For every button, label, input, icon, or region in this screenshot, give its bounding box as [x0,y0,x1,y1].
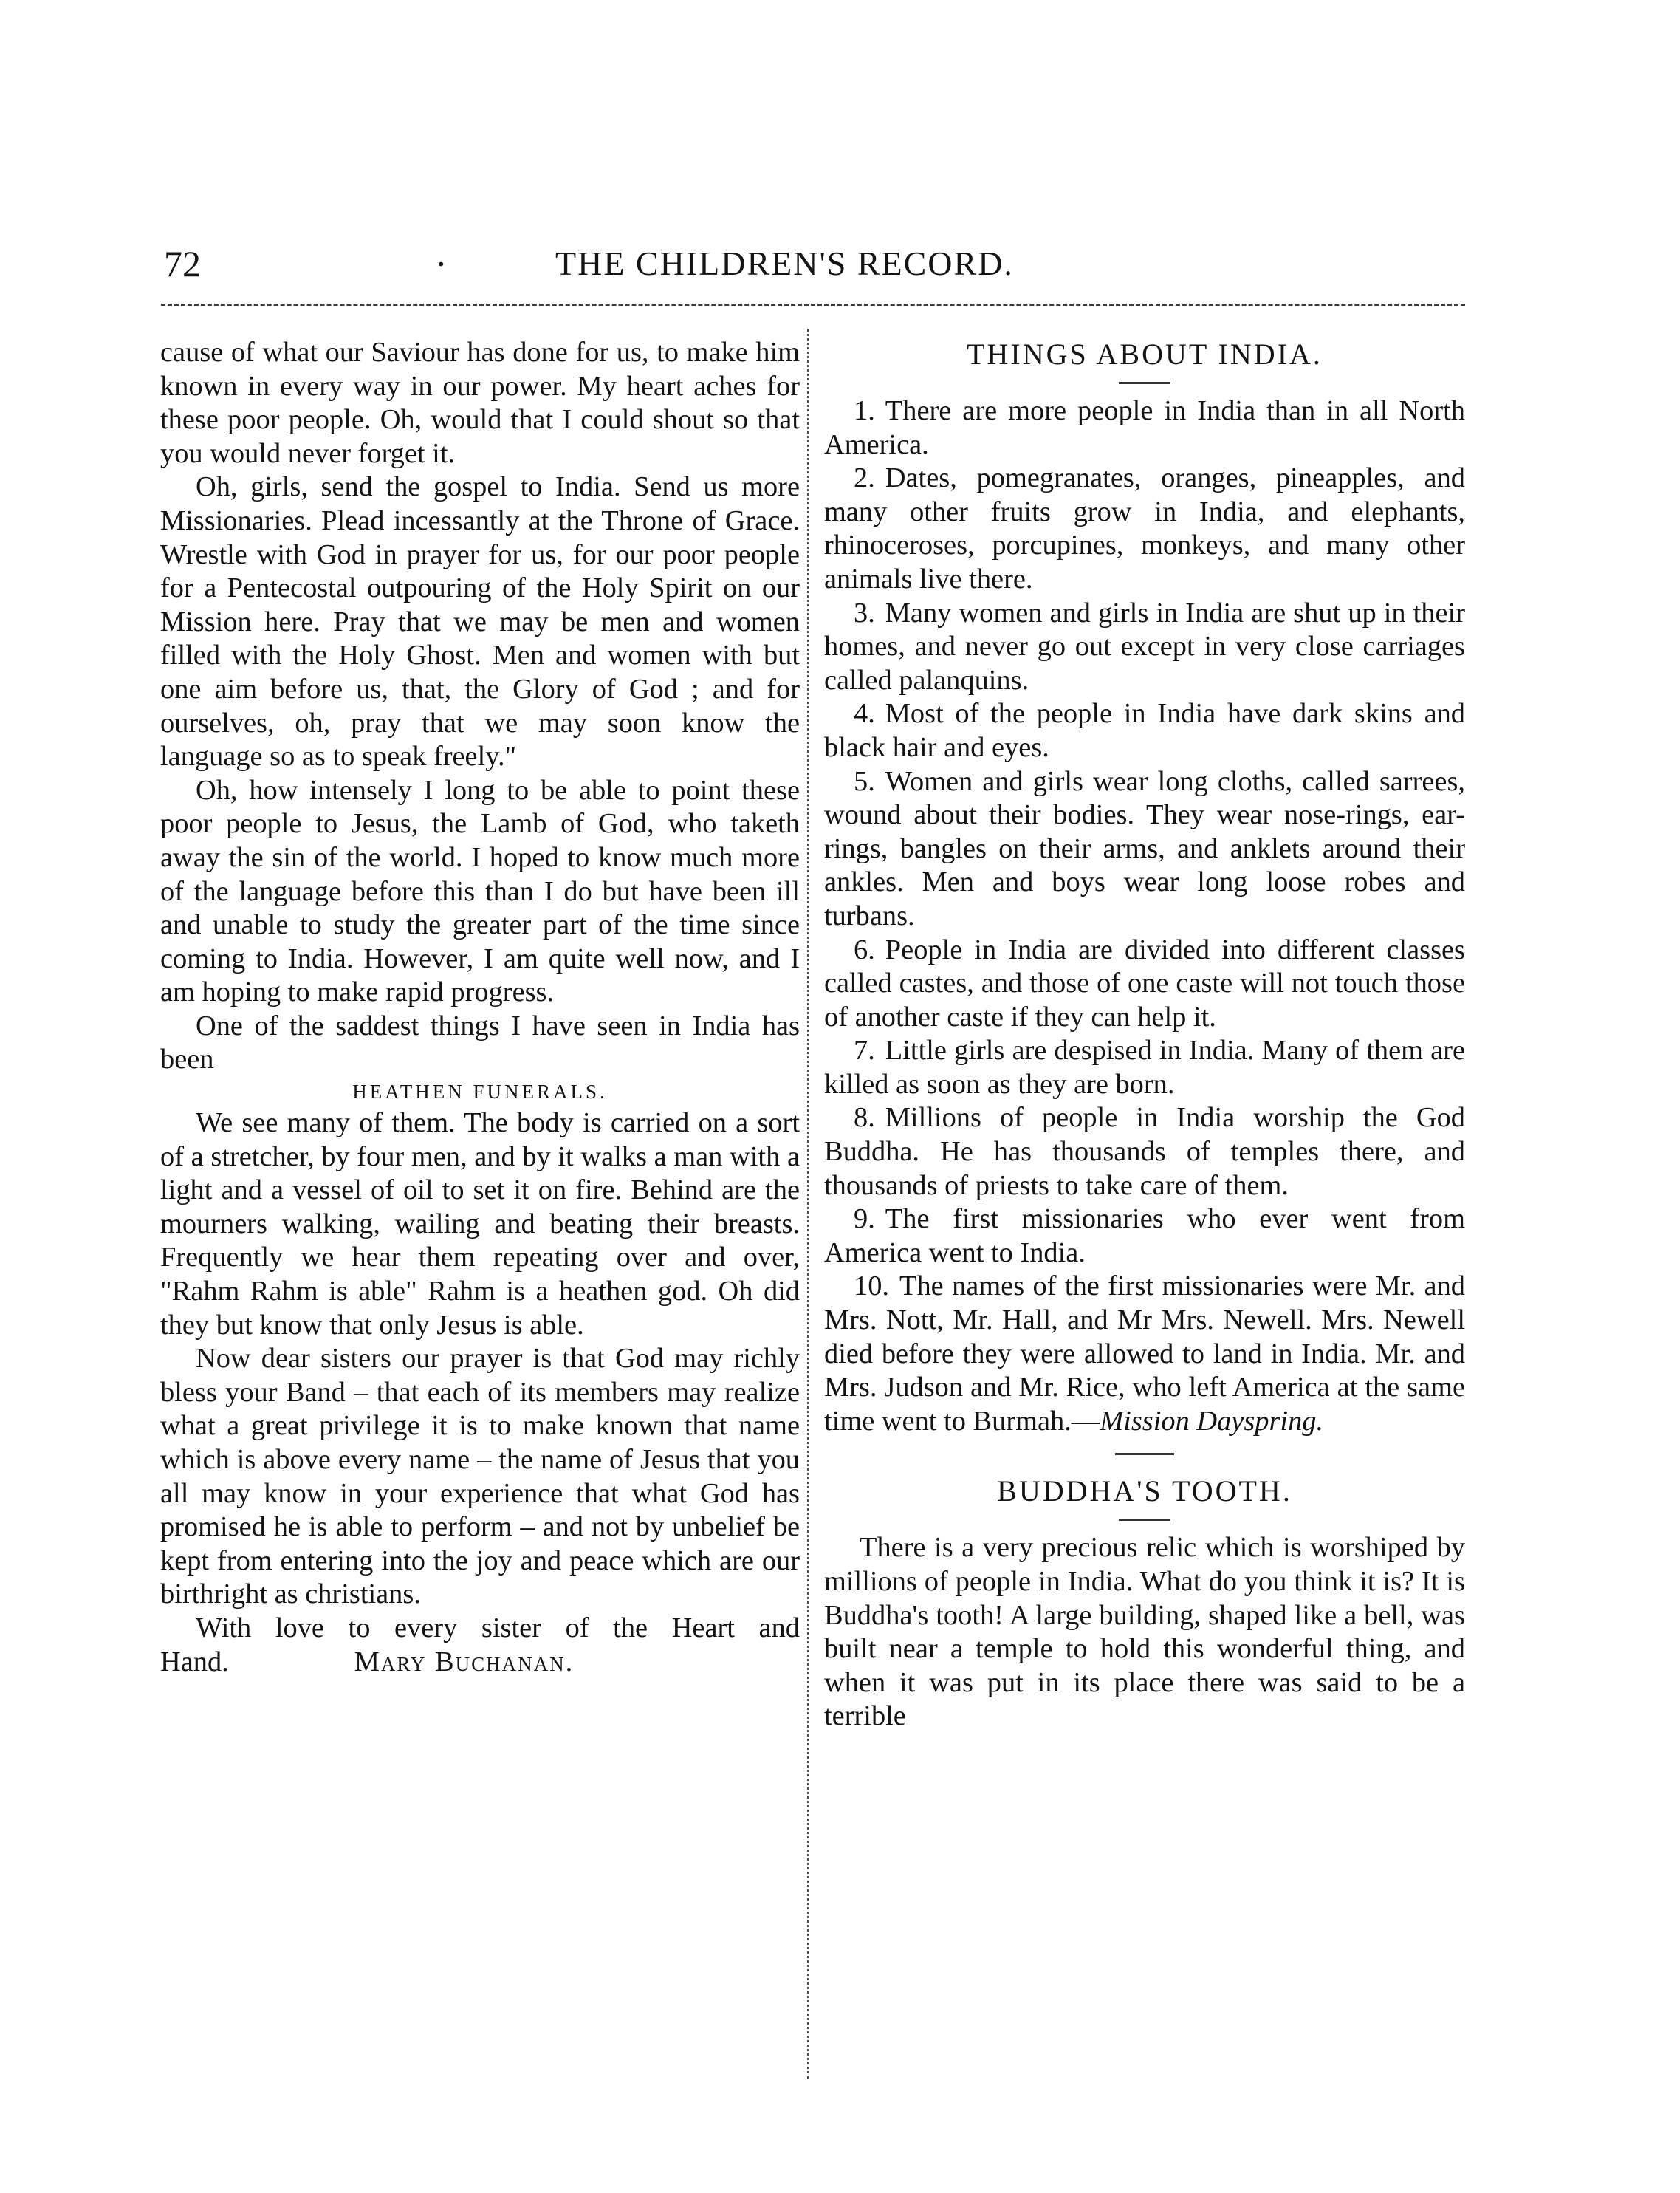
letter-signoff [160,1612,800,1679]
item-number: 3. [854,597,875,629]
list-item [824,765,1465,934]
item-number: 1. [854,395,875,426]
item-text: The first missionaries who ever went from America went to India. [824,1203,1465,1268]
item-number: 6. [854,934,875,965]
article-title: BUDDHA'S TOOTH. [997,1474,1292,1508]
item-number: 9. [854,1203,875,1235]
page-header [164,238,1523,290]
item-number: 8. [854,1102,875,1134]
item-number: 5. [854,765,875,797]
letter-paragraph: Oh, girls, send the gospel to India. Send us more Missionaries. Plead incessantly at the Throne of Grace. Wrestle with God in prayer for us, for our poor people for a Pentecostal outpouring of the Holy Spirit on our Mission here. Pray that we may be men and women filled with the Holy Ghost. Men and women with but one aim before us, that, the Glory of God ; and for ourselves, oh, pray that we may soon know the language so as to speak freely." [160,471,800,773]
letter-paragraph: cause of what our Saviour has done for us, to make him known in every way in our power. My heart aches for these poor people. Oh, would that I could shout so that you would never forget it. [160,337,800,469]
item-text: There are more people in India than in all North America. [824,395,1465,460]
list-item [824,934,1465,1035]
article-title: THINGS ABOUT INDIA. [967,338,1323,371]
list-item [824,1034,1465,1101]
letter-paragraph: One of the saddest things I have seen in India has been [160,1010,800,1075]
letter-paragraph: Oh, how intensely I long to be able to point these poor people to Jesus, the Lamb of God, who taketh away the sin of the world. I hoped to know much more of the language before this than I do but have been ill and unable to study the greater part of the time since coming to India. However, I am quite well now, and I am hoping to make rapid progress. [160,774,800,1008]
list-item [824,1202,1465,1270]
item-text: Dates, pomegranates, oranges, pineapples, and many other fruits grow in India, and elephants, rhinoceroses, porcupines, monkeys, and many other animals live there. [824,462,1465,595]
letter-paragraph: Now dear sisters our prayer is that God may richly bless your Band – that each of its members may realize what a great privilege it is to make known that name which is above every name – the name of Jesus that you all may know in your experience that what God has promised he is able to perform – and not by unbelief be kept from entering into the joy and peace which are our birthright as christians. [160,1343,800,1610]
article-paragraph: There is a very precious relic which is worshiped by millions of people in India. What do you think it is? It is Buddha's tooth! A large building, shaped like a bell, was built near a temple to hold this wonderful thing, and when it was put in its place there was said to be a terrible [824,1532,1465,1732]
list-item [824,394,1465,462]
title-rule [1119,382,1170,384]
item-number: 10. [854,1270,889,1302]
section-subheading: HEATHEN FUNERALS. [352,1081,608,1104]
header-rule [161,304,1465,306]
header-separator: · [435,243,448,284]
item-text: People in India are divided into different classes called castes, and those of one caste will not touch those of another caste if they can help it. [824,934,1465,1033]
source-credit: Mission Dayspring. [1100,1405,1324,1437]
list-item [824,462,1465,596]
list-item [824,697,1465,764]
item-text: Millions of people in India worship the God Buddha. He has thousands of temples there, and thousands of priests to take care of them. [824,1102,1465,1201]
page-number: 72 [164,243,201,284]
item-number: 2. [854,462,875,494]
item-text: Women and girls wear long cloths, called sarrees, wound about their bodies. They wear nose-rings, ear-rings, bangles on their arms, and anklets around their ankles. Men and boys wear long loose robes and turbans. [824,765,1465,931]
letter-paragraph: We see many of them. The body is carried on a sort of a stretcher, by four men, and by it walks a man with a light and a vessel of oil to set it on fire. Behind are the mourners walking, wailing and beating their breasts. Frequently we hear them repeating over and over, "Rahm Rahm is able" Rahm is a heathen god. Oh did they but know that only Jesus is able. [160,1107,800,1341]
list-item [824,1270,1465,1438]
left-column [160,336,800,1679]
item-text: Most of the people in India have dark skins and black hair and eyes. [824,698,1465,763]
running-title: THE CHILDREN'S RECORD. [555,244,1014,282]
signature: Mary Buchanan. [354,1646,575,1677]
article-separator [1115,1453,1174,1455]
column-divider [807,329,809,2079]
list-item [824,597,1465,698]
item-text: Little girls are despised in India. Many of them are killed as soon as they are born. [824,1035,1465,1100]
signoff-text: With love to every sister of the Heart and Hand. [160,1612,800,1677]
title-rule [1119,1519,1170,1521]
item-number: 7. [854,1035,875,1067]
item-text: The names of the first missionaries were Mr. and Mrs. Nott, Mr. Hall, and Mr Mrs. Newell. Mrs. Newell died before they were allowed to land in India. Mr. and Mrs. Judson and Mr. Rice, who left America at the same time went to Burmah.— [824,1270,1465,1437]
right-column [824,336,1465,1734]
list-item [824,1101,1465,1202]
item-text: Many women and girls in India are shut up in their homes, and never go out except in very close carriages called palanquins. [824,597,1465,696]
item-number: 4. [854,698,875,730]
